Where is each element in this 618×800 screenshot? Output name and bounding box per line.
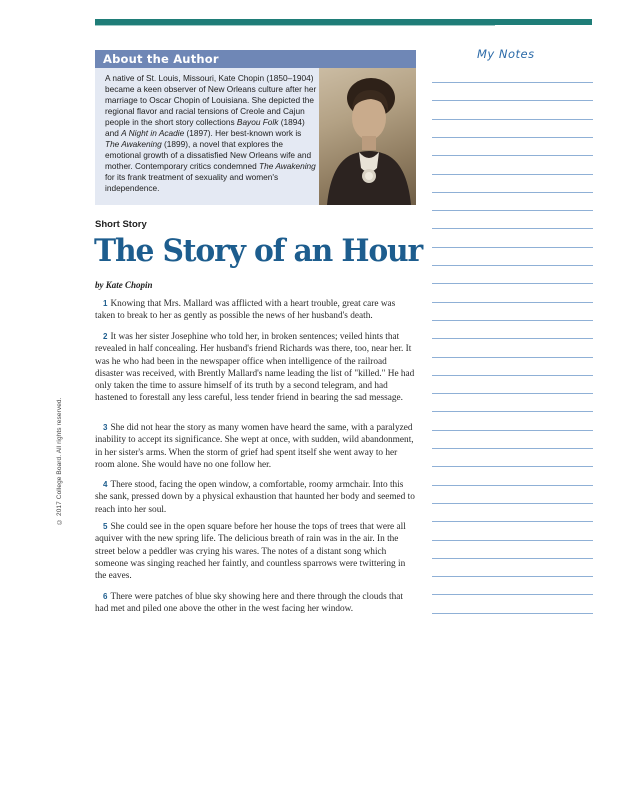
bio-work-title: The Awakening (259, 161, 316, 171)
copyright-notice: © 2017 College Board. All rights reserved. (56, 397, 63, 525)
bio-text: (1897). Her best-known work is (184, 128, 302, 138)
note-line[interactable] (432, 228, 593, 229)
note-line[interactable] (432, 375, 593, 376)
my-notes-title: My Notes (477, 47, 535, 61)
bio-text: (1894) and (105, 117, 305, 138)
bio-work-title: The Awakening (105, 139, 162, 149)
note-line[interactable] (432, 192, 593, 193)
paragraph-6 (95, 591, 415, 616)
paragraph-text: Knowing that Mrs. Mallard was afflicted with a heart trouble, great care was taken to break to her as gently as possible the news of her husband's death. (95, 299, 396, 322)
note-line[interactable] (432, 485, 593, 486)
paragraph-number: 4 (103, 480, 108, 489)
note-line[interactable] (432, 119, 593, 120)
note-line[interactable] (432, 393, 593, 394)
paragraph-number: 3 (103, 423, 108, 432)
note-line[interactable] (432, 411, 593, 412)
paragraph-text: There were patches of blue sky showing here and there through the clouds that had met and piled one above the other in the west facing her window. (95, 592, 403, 615)
note-line[interactable] (432, 540, 593, 541)
note-line[interactable] (432, 247, 593, 248)
paragraph-2 (95, 331, 415, 405)
note-line[interactable] (432, 174, 593, 175)
note-line[interactable] (432, 558, 593, 559)
paragraph-1 (95, 298, 415, 323)
note-line[interactable] (432, 265, 593, 266)
note-line[interactable] (432, 137, 593, 138)
note-line[interactable] (432, 210, 593, 211)
genre-label: Short Story (95, 219, 147, 230)
paragraph-number: 6 (103, 592, 108, 601)
paragraph-number: 2 (103, 332, 108, 341)
paragraph-text: There stood, facing the open window, a comfortable, roomy armchair. Into this she sank, pressed down by a physical exhaustion that haunted her body and seemed to reach into her soul. (95, 480, 415, 515)
story-title: The Story of an Hour (94, 233, 423, 269)
paragraph-text: She could see in the open square before her house the tops of trees that were all aquiver with the new spring life. The delicious breath of rain was in the air. In the street below a peddler was crying his wares. The notes of a distant song which someone was singing reached her faintly, and countless sparrows were twittering in the eaves. (95, 522, 406, 582)
note-line[interactable] (432, 594, 593, 595)
note-line[interactable] (432, 503, 593, 504)
bio-text: A native of St. Louis, Missouri, Kate Chopin (1850–1904) became a keen observer of New Orleans culture after her marriage to Oscar Chopin of Louisiana. She depicted the regional flavor and racial tensions of Creole and Cajun people in the short story collections (105, 73, 317, 127)
paragraph-text: It was her sister Josephine who told her, in broken sentences; veiled hints that revealed in half concealing. Her husband's friend Richards was there, too, near her. It was he who had been in the newspaper office when intelligence of the railroad disaster was received, with Brently Mallard's name leading the list of "killed." He had only taken the time to assure himself of its truth by a second telegram, and had hastened to forestall any less careful, less tender friend in bearing the sad message. (95, 332, 415, 404)
top-rule-shadow (95, 25, 495, 26)
author-portrait (319, 68, 416, 205)
note-line[interactable] (432, 448, 593, 449)
paragraph-text: She did not hear the story as many women have heard the same, with a paralyzed inability to accept its significance. She wept at once, with sudden, wild abandonment, in her sister's arms. When the storm of grief had spent itself she went away to her room alone. She would have no one follow her. (95, 423, 414, 470)
bio-work-title: Bayou Folk (236, 117, 279, 127)
note-line[interactable] (432, 100, 593, 101)
note-line[interactable] (432, 82, 593, 83)
note-line[interactable] (432, 576, 593, 577)
note-line[interactable] (432, 357, 593, 358)
note-line[interactable] (432, 466, 593, 467)
paragraph-3 (95, 422, 415, 471)
note-line[interactable] (432, 430, 593, 431)
note-line[interactable] (432, 302, 593, 303)
paragraph-5 (95, 521, 415, 582)
note-line[interactable] (432, 155, 593, 156)
about-author-heading: About the Author (95, 50, 416, 68)
bio-text: for its frank treatment of sexuality and women's independence. (105, 172, 279, 193)
note-line[interactable] (432, 320, 593, 321)
author-bio (105, 73, 317, 194)
note-line[interactable] (432, 338, 593, 339)
paragraph-number: 5 (103, 522, 108, 531)
byline: by Kate Chopin (95, 280, 153, 290)
note-line[interactable] (432, 613, 593, 614)
bio-text: (1899), a novel that explores the emotional growth of a dissatisfied New Orleans wife and mother. Contemporary critics condemned (105, 139, 312, 171)
paragraph-number: 1 (103, 299, 108, 308)
note-line[interactable] (432, 283, 593, 284)
bio-work-title: A Night in Acadie (121, 128, 185, 138)
paragraph-4 (95, 479, 415, 516)
note-line[interactable] (432, 521, 593, 522)
